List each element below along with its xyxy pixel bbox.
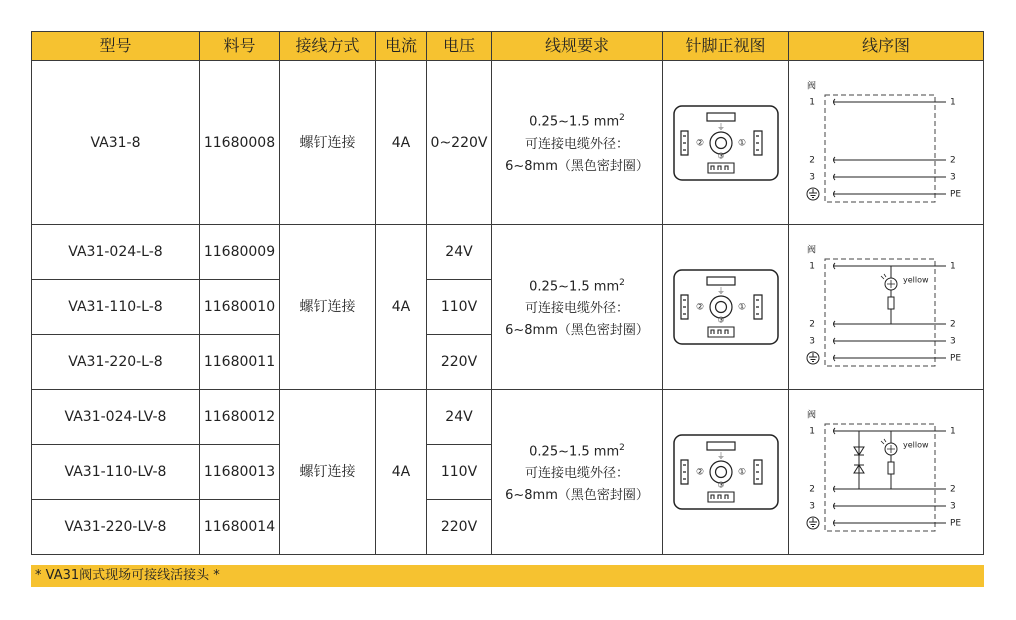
- wire-gauge-text: 0.25~1.5 mm: [529, 444, 620, 460]
- ground-pin-label: ⏚: [716, 122, 725, 131]
- model-cell: VA31-220-LV-8: [31, 500, 200, 555]
- row-right-label: 1: [950, 97, 956, 107]
- current-cell: 4A: [376, 390, 427, 555]
- wire-gauge-text: 0.25~1.5 mm: [529, 114, 620, 130]
- part-number-cell: 11680014: [200, 500, 280, 555]
- wiring-method-cell: 螺钉连接: [280, 225, 376, 390]
- current-cell: 4A: [376, 61, 427, 225]
- led-color-label: yellow: [903, 275, 929, 285]
- wire-requirement-cell: [492, 390, 663, 555]
- header-cell: 电压: [427, 31, 492, 61]
- wire-gauge-line: [529, 437, 625, 463]
- header-cell: 针脚正视图: [663, 31, 789, 61]
- header-cell: 接线方式: [280, 31, 376, 61]
- wire-requirement-line: 可连接电缆外径：: [524, 301, 629, 317]
- model-cell: VA31-024-LV-8: [31, 390, 200, 445]
- pin-view-cell: [663, 390, 789, 555]
- pin-1-label: ①: [737, 302, 746, 313]
- sequence-cell: [789, 61, 984, 225]
- row-left-label: 3: [809, 172, 815, 182]
- voltage-cell: 24V: [427, 390, 492, 445]
- row-left-label: 1: [809, 426, 815, 437]
- model-cell: VA31-110-L-8: [31, 280, 200, 335]
- row-right-label: 1: [950, 426, 956, 437]
- row-right-label: PE: [950, 518, 962, 529]
- row-right-label: 3: [950, 172, 956, 182]
- pin-1-label: ①: [737, 138, 746, 148]
- pin-2-label: ②: [695, 467, 704, 478]
- voltage-cell: 0~220V: [427, 61, 492, 225]
- pin-1-label: ①: [737, 467, 746, 478]
- footnote: * VA31阀式现场可接线活接头 *: [31, 565, 984, 587]
- row-left-label: 1: [809, 97, 815, 107]
- voltage-cell: 110V: [427, 445, 492, 500]
- row-right-label: 2: [950, 155, 956, 165]
- wiring-method-cell: 螺钉连接: [280, 61, 376, 225]
- pin-face-diagram: [671, 267, 781, 347]
- pin-3-label: ③: [716, 315, 725, 325]
- product-table: [31, 31, 984, 555]
- part-number-cell: 11680013: [200, 445, 280, 500]
- header-cell: 线规要求: [492, 31, 663, 61]
- pin-2-label: ②: [695, 302, 704, 313]
- wiring-sequence-diagram: [801, 78, 971, 208]
- valve-label: 阀: [807, 81, 817, 91]
- valve-label: 阀: [807, 410, 817, 421]
- wire-requirement-cell: [492, 225, 663, 390]
- header-cell: 线序图: [789, 31, 984, 61]
- row-right-label: 2: [950, 319, 956, 330]
- wire-gauge-superscript: 2: [619, 113, 625, 124]
- wire-requirement-line: 可连接电缆外径：: [524, 136, 629, 152]
- row-left-label: 2: [809, 155, 815, 165]
- voltage-cell: 110V: [427, 280, 492, 335]
- valve-label: 阀: [807, 245, 817, 256]
- row-right-label: 3: [950, 501, 956, 512]
- ground-pin-label: ⏚: [716, 451, 725, 461]
- sequence-cell: [789, 225, 984, 390]
- row-right-label: PE: [950, 189, 962, 199]
- header-cell: 料号: [200, 31, 280, 61]
- part-number-cell: 11680011: [200, 335, 280, 390]
- voltage-cell: 220V: [427, 500, 492, 555]
- wire-gauge-text: 0.25~1.5 mm: [529, 279, 620, 295]
- row-left-label: 2: [809, 319, 815, 330]
- part-number-cell: 11680012: [200, 390, 280, 445]
- row-left-label: 3: [809, 336, 815, 347]
- wire-requirement-line: 6~8mm（黑色密封圈）: [505, 488, 649, 504]
- pin-view-cell: [663, 225, 789, 390]
- wire-gauge-line: [529, 272, 625, 298]
- pin-face-diagram: [671, 103, 781, 183]
- voltage-cell: 220V: [427, 335, 492, 390]
- wire-gauge-superscript: 2: [619, 442, 625, 453]
- row-left-label: 3: [809, 501, 815, 512]
- pin-face-diagram: [671, 432, 781, 512]
- row-right-label: 3: [950, 336, 956, 347]
- part-number-cell: 11680010: [200, 280, 280, 335]
- row-right-label: 2: [950, 484, 956, 495]
- model-cell: VA31-024-L-8: [31, 225, 200, 280]
- wire-gauge-superscript: 2: [619, 277, 625, 288]
- pin-view-cell: [663, 61, 789, 225]
- led-color-label: yellow: [903, 440, 929, 450]
- row-right-label: 1: [950, 261, 956, 272]
- model-cell: VA31-220-L-8: [31, 335, 200, 390]
- wire-requirement-line: 6~8mm（黑色密封圈）: [505, 323, 649, 339]
- header-cell: 电流: [376, 31, 427, 61]
- wiring-sequence-diagram: [801, 407, 971, 537]
- model-cell: VA31-8: [31, 61, 200, 225]
- part-number-cell: 11680009: [200, 225, 280, 280]
- wiring-sequence-diagram: [801, 242, 971, 372]
- voltage-cell: 24V: [427, 225, 492, 280]
- pin-2-label: ②: [695, 138, 704, 148]
- sequence-cell: [789, 390, 984, 555]
- row-left-label: 2: [809, 484, 815, 495]
- wire-requirement-line: 6~8mm（黑色密封圈）: [505, 158, 649, 174]
- pin-3-label: ③: [716, 480, 725, 490]
- current-cell: 4A: [376, 225, 427, 390]
- wiring-method-cell: 螺钉连接: [280, 390, 376, 555]
- model-cell: VA31-110-LV-8: [31, 445, 200, 500]
- row-right-label: PE: [950, 353, 962, 364]
- pin-3-label: ③: [716, 151, 725, 160]
- wire-gauge-line: [529, 107, 625, 133]
- ground-pin-label: ⏚: [716, 286, 725, 296]
- wire-requirement-line: 可连接电缆外径：: [524, 466, 629, 482]
- part-number-cell: 11680008: [200, 61, 280, 225]
- row-left-label: 1: [809, 261, 815, 272]
- header-cell: 型号: [31, 31, 200, 61]
- wire-requirement-cell: [492, 61, 663, 225]
